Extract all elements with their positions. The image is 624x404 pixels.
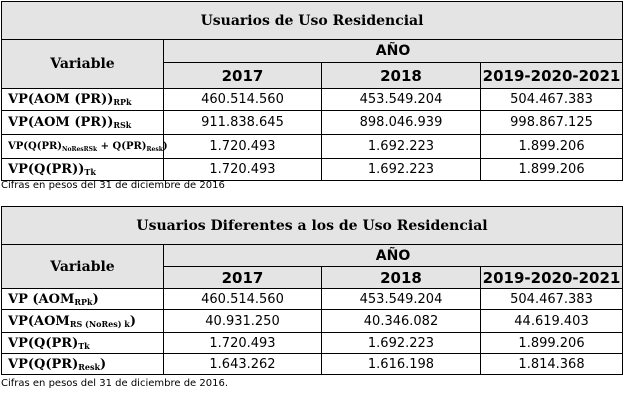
variable-label: $VP(AOM_{RS (NoRes) k})$	[2, 310, 164, 333]
variable-label: VP(AOM $(PR))_{RSk}$	[2, 111, 164, 135]
table-title: Usuarios Diferentes a los de Uso Residencial	[2, 207, 623, 245]
table-row	[2, 135, 623, 159]
table-row	[2, 111, 623, 135]
value-cell: 40.931.250	[164, 310, 322, 333]
year-column-header: 2017	[164, 63, 322, 89]
value-cell: 1.899.206	[481, 159, 623, 181]
table-row	[2, 333, 623, 354]
value-cell: 998.867.125	[481, 111, 623, 135]
table-footnote: Cifras en pesos del 31 de diciembre de 2016	[1, 180, 225, 191]
value-cell: 1.720.493	[164, 135, 322, 159]
value-cell: 453.549.204	[322, 289, 481, 310]
table-footnote: Cifras en pesos del 31 de diciembre de 2016.	[1, 378, 229, 389]
variable-label: $VP(Q(PR)_{Tk}$	[2, 333, 164, 354]
variable-label: $VP(Q(PR)_{Resk})$	[2, 354, 164, 375]
value-cell: 460.514.560	[164, 89, 322, 111]
value-cell: 504.467.383	[481, 289, 623, 310]
year-column-header: 2019-2020-2021	[481, 63, 623, 89]
table-row	[2, 354, 623, 375]
table-title: Usuarios de Uso Residencial	[2, 2, 623, 40]
value-cell: 1.692.223	[322, 333, 481, 354]
variable-header: Variable	[2, 40, 164, 89]
value-cell: 44.619.403	[481, 310, 623, 333]
value-cell: 1.720.493	[164, 333, 322, 354]
year-header: AÑO	[164, 245, 623, 267]
residential-users-table	[1, 1, 623, 181]
value-cell: 504.467.383	[481, 89, 623, 111]
value-cell: 911.838.645	[164, 111, 322, 135]
year-column-header: 2018	[322, 63, 481, 89]
value-cell: 40.346.082	[322, 310, 481, 333]
value-cell: 1.643.262	[164, 354, 322, 375]
value-cell: 1.899.206	[481, 333, 623, 354]
year-column-header: 2019-2020-2021	[481, 267, 623, 289]
year-column-header: 2017	[164, 267, 322, 289]
table-row	[2, 159, 623, 181]
value-cell: 1.692.223	[322, 135, 481, 159]
value-cell: 1.720.493	[164, 159, 322, 181]
variable-label: $VP(Q(PR))_{Tk}$	[2, 159, 164, 181]
value-cell: 1.899.206	[481, 135, 623, 159]
value-cell: 460.514.560	[164, 289, 322, 310]
variable-label: $VP(Q(PR)_{NoResRSk} + Q(PR)_{Resk})$	[2, 135, 164, 159]
variable-header: Variable	[2, 245, 164, 289]
value-cell: 1.692.223	[322, 159, 481, 181]
value-cell: 1.616.198	[322, 354, 481, 375]
table-row	[2, 289, 623, 310]
value-cell: 898.046.939	[322, 111, 481, 135]
value-cell: 453.549.204	[322, 89, 481, 111]
variable-label: VP(AOM $(PR))_{RPk}$	[2, 89, 164, 111]
non-residential-users-table	[1, 206, 623, 375]
variable-label: VP $(AOM_{RPk})$	[2, 289, 164, 310]
table-row	[2, 89, 623, 111]
year-header: AÑO	[164, 40, 623, 63]
year-column-header: 2018	[322, 267, 481, 289]
value-cell: 1.814.368	[481, 354, 623, 375]
table-row	[2, 310, 623, 333]
